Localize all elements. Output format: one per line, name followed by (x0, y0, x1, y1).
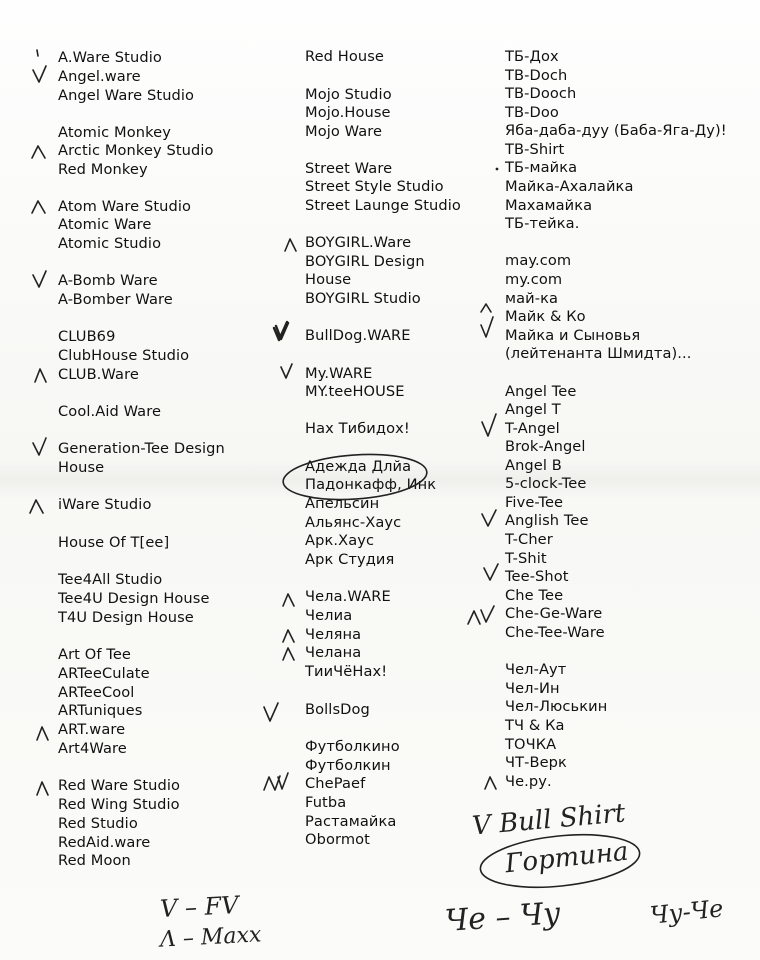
check-mark (33, 66, 46, 82)
name-item: ЧТ-Верк (505, 754, 567, 771)
name-item: Челяна (305, 626, 362, 643)
name-item: ARTeeCulate (58, 665, 150, 682)
caret-mark (283, 648, 294, 660)
name-item: Tee4All Studio (58, 571, 163, 588)
name-item: may.com (505, 252, 572, 269)
name-item: ARTeeCool (58, 684, 135, 701)
name-item: Atomic Monkey (58, 124, 171, 141)
name-item: Red Wing Studio (58, 796, 180, 813)
name-item: Atom Ware Studio (58, 198, 192, 215)
name-item: House (58, 459, 105, 476)
name-item: Che-Tee-Ware (505, 624, 605, 641)
name-item: BullDog.WARE (305, 327, 411, 344)
check-mark (264, 703, 278, 721)
caret-mark (32, 146, 45, 158)
caret-mark (283, 630, 294, 642)
name-item: Майк & Ко (505, 308, 586, 325)
name-item: Angel Ware Studio (58, 87, 195, 104)
name-item: Махамайка (505, 197, 593, 214)
name-item: Чел-Аут (505, 661, 567, 678)
name-item: TB-Doch (505, 67, 568, 84)
check-mark (281, 364, 292, 378)
caret-mark (32, 201, 45, 213)
name-item: Чел-Ин (505, 680, 560, 697)
name-item: Tee4U Design House (58, 590, 210, 607)
name-item: T-Angel (505, 420, 560, 437)
name-item: Альянс-Хаус (305, 514, 402, 531)
name-item: Arctic Monkey Studio (58, 142, 214, 159)
name-item: BollsDog (305, 701, 370, 718)
name-item: Арк.Хаус (305, 532, 375, 549)
name-item: my.com (505, 271, 563, 288)
name-item: Чела.WARE (305, 588, 391, 605)
name-item: MY.teeHOUSE (305, 383, 405, 400)
caret-mark (37, 727, 48, 740)
name-item: Atomic Studio (58, 235, 162, 252)
name-item: ТОЧКА (505, 736, 557, 753)
caret-mark (283, 594, 294, 606)
name-item: Red Studio (58, 815, 138, 832)
caret-mark (35, 369, 46, 382)
name-item: Generation-Tee Design (58, 440, 225, 457)
circled-names-outline (282, 450, 429, 504)
name-item: A-Bomber Ware (58, 291, 173, 308)
name-item: BOYGIRL Studio (305, 290, 421, 307)
name-item: A.Ware Studio (58, 49, 162, 66)
name-item: Футболкин (305, 757, 391, 774)
name-item: ChePaef (305, 775, 366, 792)
name-item: Яба-даба-дуу (Баба-Яга-Ду)! (505, 122, 727, 139)
handwritten-bull-shirt: V Bull Shirt (470, 798, 627, 842)
name-item: 5-clock-Tee (505, 475, 587, 492)
caret-mark (30, 500, 43, 513)
name-item: Red House (305, 48, 384, 65)
name-item: CLUB.Ware (58, 366, 139, 383)
name-item: ClubHouse Studio (58, 347, 190, 364)
name-item: ТБ-майка (505, 159, 578, 176)
name-item: Brok-Angel (505, 438, 586, 455)
handwritten-legend-v: V – FV (159, 890, 240, 924)
check-mark (484, 564, 498, 580)
name-item: RedAid.ware (58, 834, 151, 851)
name-item: Angel B (505, 457, 562, 474)
name-item: TB-Shirt (505, 141, 565, 158)
caret-check-mark (468, 606, 494, 624)
check-caret-mark (481, 304, 493, 337)
name-item: ТииЧёНах! (305, 663, 388, 680)
name-item: май-ка (505, 290, 559, 307)
name-item: TB-Doo (505, 104, 559, 121)
name-item: Mojo.House (305, 104, 391, 121)
dot-mark (496, 168, 499, 171)
name-item: T-Shit (505, 550, 547, 567)
name-item: CLUB69 (58, 328, 116, 345)
tick-mark (37, 50, 38, 56)
name-item: BOYGIRL.Ware (305, 234, 412, 251)
name-item: Che-Ge-Ware (505, 605, 603, 622)
name-item: T-Cher (505, 531, 553, 548)
name-item: Obormot (305, 831, 370, 848)
name-item: Майка и Сыновья (505, 327, 641, 344)
name-item: Майка-Ахалайка (505, 178, 634, 195)
name-item: ТБ-тейка. (505, 215, 580, 232)
name-item: Tee-Shot (505, 568, 569, 585)
name-item: Angel T (505, 401, 561, 418)
caret-mark (37, 782, 48, 795)
caret-mark (485, 777, 496, 789)
name-item: Mojo Studio (305, 86, 392, 103)
name-item: iWare Studio (58, 496, 152, 513)
name-item: Red Moon (58, 852, 131, 869)
caret-mark (285, 239, 296, 251)
name-item: Mojo Ware (305, 123, 383, 140)
name-item: Чел-Люськин (505, 698, 608, 715)
name-item: (лейтенанта Шмидта)... (505, 345, 692, 362)
name-item: BOYGIRL Design (305, 253, 425, 270)
name-item: House (305, 271, 352, 288)
caret-check-mark (264, 773, 288, 790)
name-item: Angel.ware (58, 68, 141, 85)
name-item: Растамайка (305, 813, 397, 830)
name-item: Street Style Studio (305, 178, 444, 195)
name-item: Челана (305, 644, 362, 661)
name-item: Che Tee (505, 587, 564, 604)
check-mark (482, 414, 496, 436)
name-item: House Of T[ee] (58, 534, 170, 551)
name-item: T4U Design House (58, 609, 194, 626)
name-item: Апельсин (305, 495, 380, 512)
name-item: Че.ру. (505, 773, 552, 790)
name-item: Art4Ware (58, 740, 127, 757)
name-item: Red Ware Studio (58, 777, 181, 794)
name-item: Челиа (305, 607, 353, 624)
name-item: Angel Tee (505, 383, 577, 400)
name-item: Futba (305, 794, 347, 811)
name-item: Адежда Длйа (305, 458, 412, 475)
name-item: Street Launge Studio (305, 197, 461, 214)
name-item: Anglish Tee (505, 512, 589, 529)
bold-check-mark (274, 322, 288, 340)
name-item: ТЧ & Ка (505, 717, 565, 734)
name-item: Red Monkey (58, 161, 148, 178)
handwritten-che-chu: Че – Чу (443, 896, 562, 939)
name-item: Atomic Ware (58, 216, 152, 233)
name-item: Футболкино (305, 738, 400, 755)
name-item: Five-Tee (505, 494, 564, 511)
name-item: Cool.Aid Ware (58, 403, 162, 420)
handwritten-legend-caret: Λ – Maxx (159, 922, 262, 953)
name-item: TB-Dooch (505, 85, 577, 102)
check-mark (482, 510, 496, 526)
name-item: Street Ware (305, 160, 393, 177)
name-item: Нах Тибидох! (305, 420, 410, 437)
name-item: ТБ-Дох (505, 48, 559, 65)
name-item: ART.ware (58, 721, 126, 738)
check-mark (33, 438, 46, 455)
handwritten-circled-word: Гортина (503, 836, 630, 880)
name-item: Art Of Tee (58, 646, 131, 663)
name-item: A-Bomb Ware (58, 272, 158, 289)
name-item: ARTuniques (58, 702, 143, 719)
name-item: My.WARE (305, 365, 373, 382)
name-item: Арк Студия (305, 551, 395, 568)
handwritten-chu-che: Чу-Че (648, 894, 725, 930)
check-mark (33, 271, 46, 287)
name-item: Падонкафф, Инк (305, 476, 437, 493)
